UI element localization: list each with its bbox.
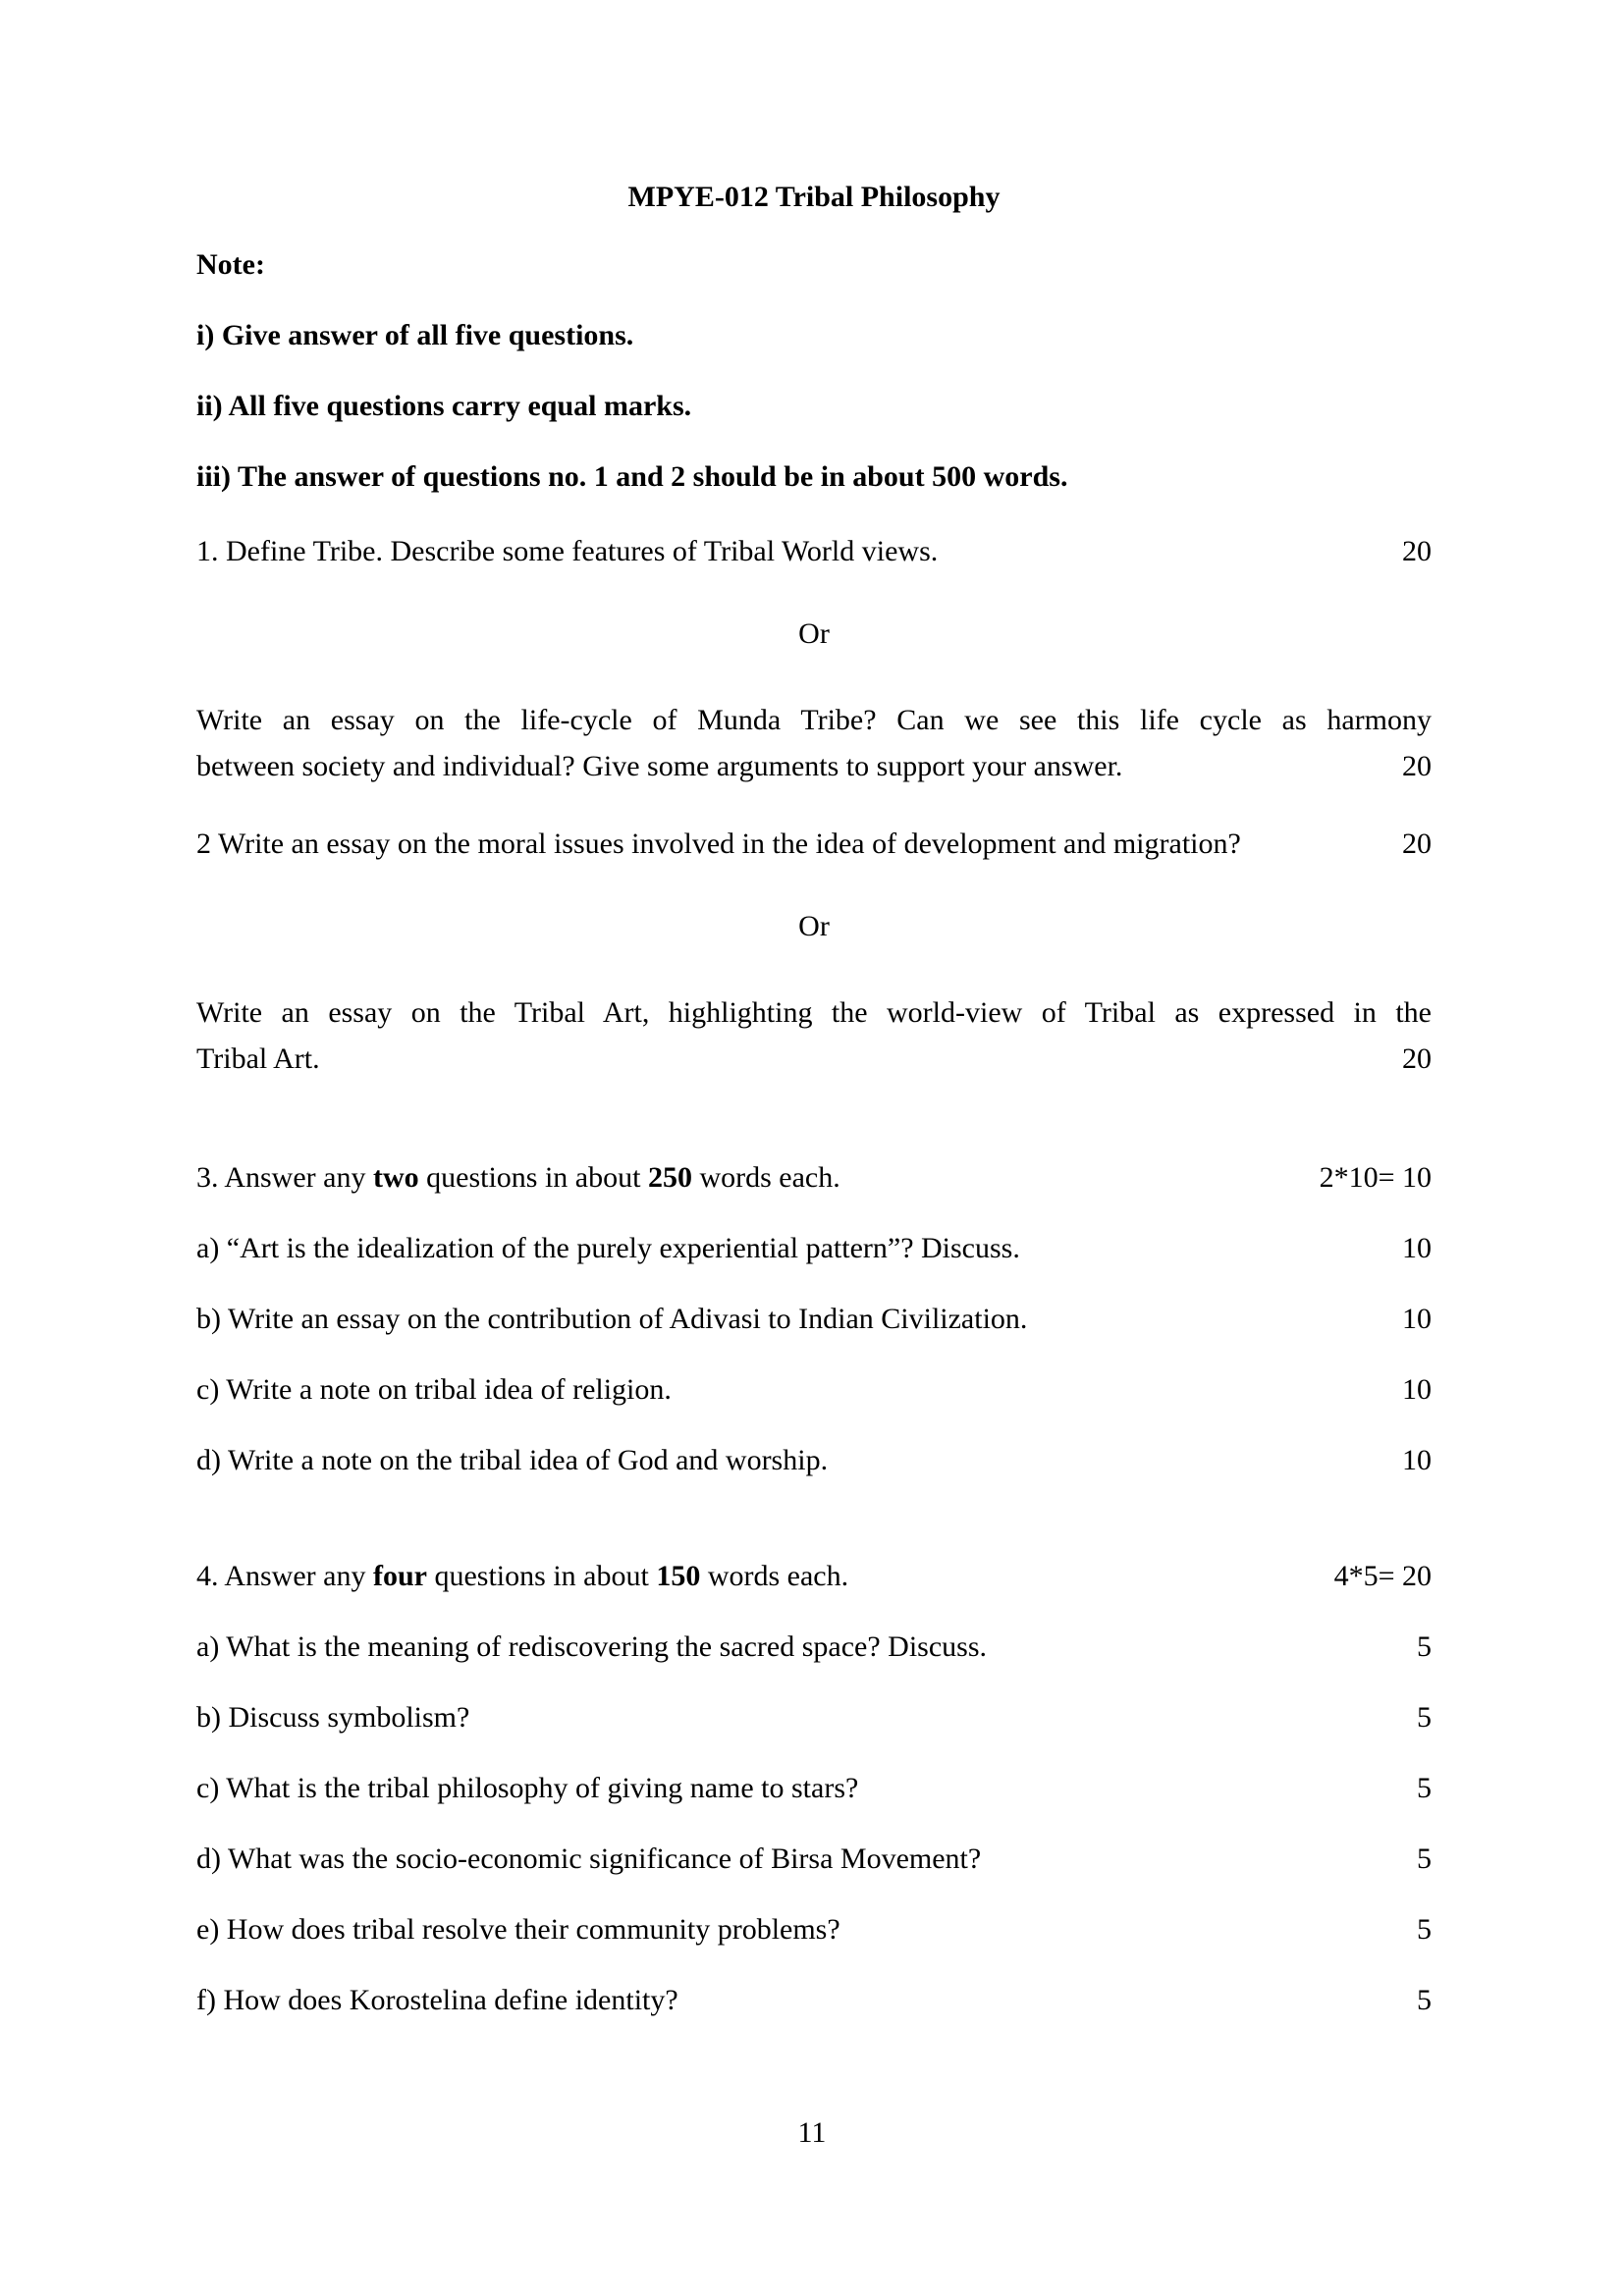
question-3-item-c-text: c) Write a note on tribal idea of religion. [196,1373,672,1406]
question-2-text: 2 Write an essay on the moral issues involved in the idea of development and migration? [196,828,1241,860]
question-4-item-c [196,1769,1432,1808]
or-separator-1: Or [798,617,830,650]
question-4-stem-text [196,1557,860,1596]
spacer [196,1879,1432,1910]
spacer [196,497,1432,532]
spacer [196,571,1432,614]
question-3-item-a-text: a) “Art is the idealization of the purely experiential pattern”? Discuss. [196,1232,1020,1264]
question-2-marks: 20 [1402,828,1432,860]
question-4-item-d [196,1840,1432,1879]
question-3-item-b [196,1300,1432,1339]
question-4-marks: 4*5= 20 [1333,1560,1432,1592]
question-2 [196,825,1432,864]
spacer [196,1339,1432,1370]
question-3-item-c [196,1370,1432,1410]
question-4-item-a-marks: 5 [1417,1630,1432,1663]
q3-stem-part1: 3. Answer any [196,1161,373,1194]
question-2-alt-line-2-row [196,1036,1432,1082]
question-1 [196,532,1432,571]
question-4-item-f-marks: 5 [1417,1984,1432,2016]
question-1-alternative [196,697,1432,789]
question-1-alt-marks: 20 [1402,750,1432,782]
spacer [196,864,1432,907]
question-3-item-b-marks: 10 [1402,1303,1432,1335]
question-4-stem [196,1557,1432,1596]
question-4-item-d-text: d) What was the socio-economic significance of Birsa Movement? [196,1842,982,1875]
question-4-item-f [196,1981,1432,2020]
question-1-text: 1. Define Tribe. Describe some features of Tribal World views. [196,535,939,567]
spacer [196,1737,1432,1769]
spacer [196,946,1432,989]
or-separator-2: Or [798,910,830,942]
question-4-item-e-text: e) How does tribal resolve their community problems? [196,1913,840,1946]
question-4-item-a [196,1628,1432,1667]
spacer [196,1667,1432,1698]
q3-stem-part3: words each. [691,1161,840,1194]
spacer [196,285,1432,316]
q4-stem-bold-words: 150 [656,1560,701,1592]
note-heading: Note: [196,248,265,281]
question-2-alternative [196,989,1432,1082]
q3-stem-bold-words: 250 [647,1161,692,1194]
question-4-item-a-text: a) What is the meaning of rediscovering the sacred space? Discuss. [196,1630,987,1663]
question-3-item-a [196,1229,1432,1268]
spacer [196,1949,1432,1981]
question-3-marks: 2*10= 10 [1319,1161,1432,1194]
question-3-item-c-marks: 10 [1402,1373,1432,1406]
spacer [196,426,1432,457]
question-1-alt-line-2-row [196,743,1432,789]
q4-stem-part1: 4. Answer any [196,1560,373,1592]
spacer [196,1410,1432,1441]
spacer [196,218,1432,245]
question-3-item-d [196,1441,1432,1480]
question-4-item-b-marks: 5 [1417,1701,1432,1734]
page-title: MPYE-012 Tribal Philosophy [627,181,1001,213]
note-item-iii: iii) The answer of questions no. 1 and 2 should be in about 500 words. [196,460,1068,493]
q3-stem-bold-count: two [372,1161,419,1194]
question-4-item-c-text: c) What is the tribal philosophy of giving name to stars? [196,1772,859,1804]
question-4-item-e-marks: 5 [1417,1913,1432,1946]
question-4-item-b-text: b) Discuss symbolism? [196,1701,470,1734]
question-2-alt-line-1: Write an essay on the Tribal Art, highlighting the world-view of Tribal as expressed in the [196,996,1432,1029]
spacer [196,789,1432,825]
spacer [196,355,1432,387]
question-3-item-d-marks: 10 [1402,1444,1432,1476]
q4-stem-part3: words each. [700,1560,849,1592]
spacer [196,1268,1432,1300]
question-1-alt-line-1: Write an essay on the life-cycle of Munda Tribe? Can we see this life cycle as harmony [196,704,1432,736]
question-3-stem-text [196,1158,852,1198]
question-4-item-f-text: f) How does Korostelina define identity? [196,1984,678,2016]
spacer [196,1198,1432,1229]
spacer [196,1808,1432,1840]
spacer [196,1082,1432,1158]
q4-stem-bold-count: four [372,1560,427,1592]
question-4-item-b [196,1698,1432,1737]
spacer [196,654,1432,697]
page-content [196,183,1432,2020]
question-3-item-b-text: b) Write an essay on the contribution of Adivasi to Indian Civilization. [196,1303,1028,1335]
note-item-i: i) Give answer of all five questions. [196,319,634,351]
note-item-ii: ii) All five questions carry equal marks. [196,390,692,422]
q3-stem-part2: questions in about [418,1161,648,1194]
page-number: 11 [797,2116,827,2149]
question-2-alt-marks: 20 [1402,1042,1432,1075]
spacer [196,1480,1432,1557]
q4-stem-part2: questions in about [426,1560,657,1592]
question-3-item-d-text: d) Write a note on the tribal idea of God and worship. [196,1444,829,1476]
question-3-stem [196,1158,1432,1198]
question-2-alt-line-2: Tribal Art. [196,1042,320,1075]
question-1-alt-line-2: between society and individual? Give some arguments to support your answer. [196,750,1123,782]
question-1-marks: 20 [1402,535,1432,567]
question-4-item-d-marks: 5 [1417,1842,1432,1875]
question-4-item-c-marks: 5 [1417,1772,1432,1804]
question-3-item-a-marks: 10 [1402,1232,1432,1264]
spacer [196,1596,1432,1628]
question-4-item-e [196,1910,1432,1949]
